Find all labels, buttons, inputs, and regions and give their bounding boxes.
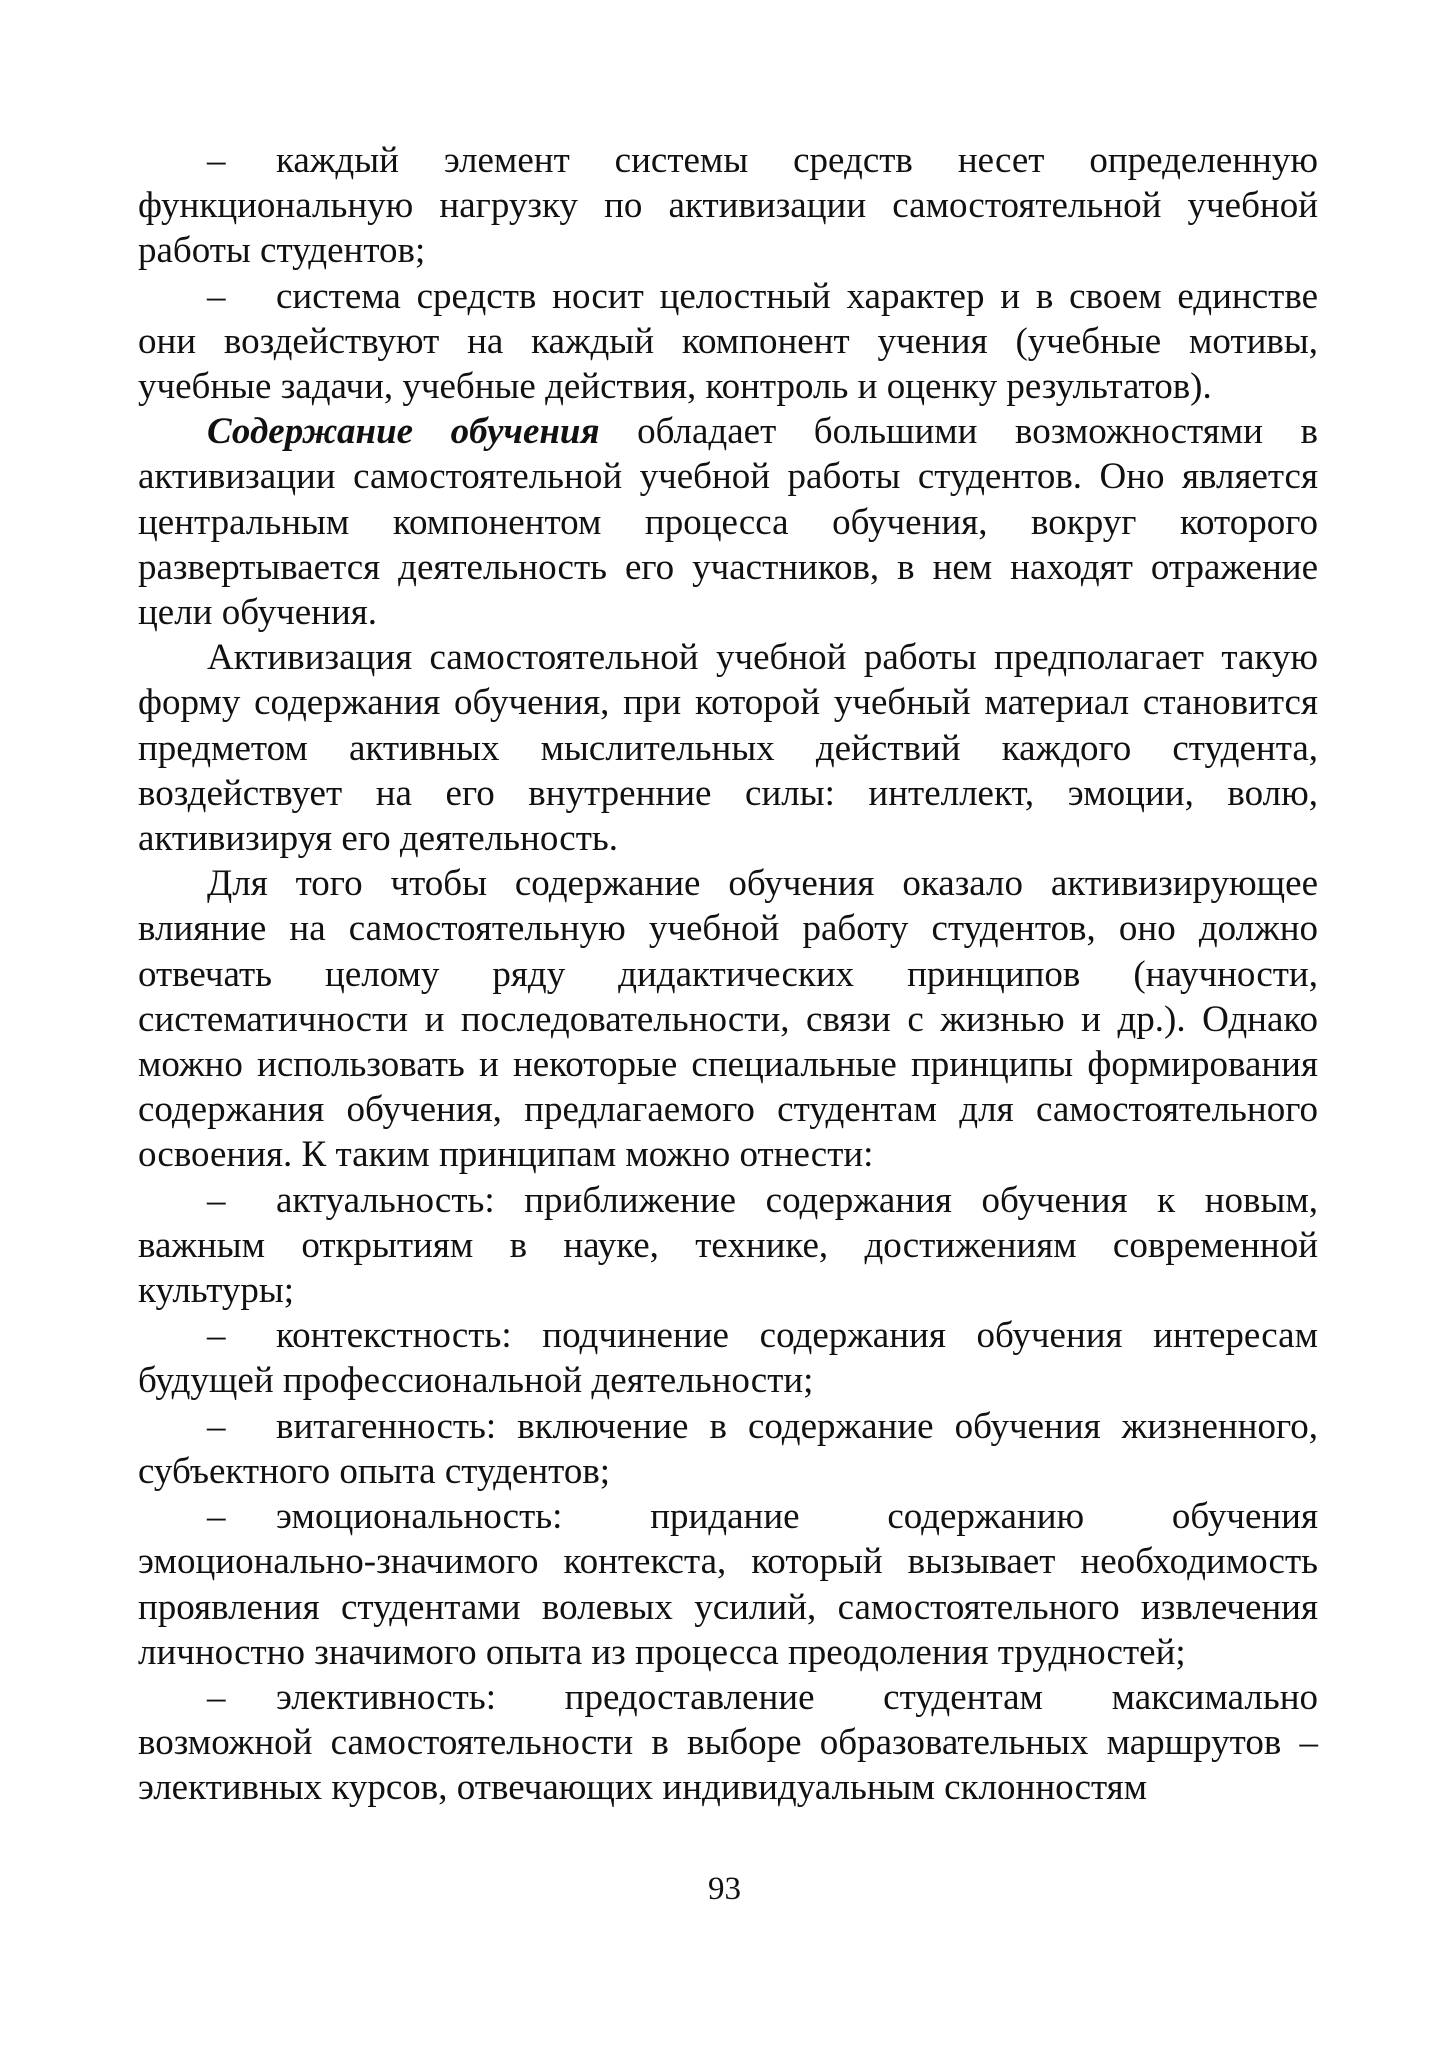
bullet-text: каждый элемент системы средств несет определенную функциональную нагрузку по активизации самостоятельной учебной работы студентов; (138, 140, 1318, 272)
dash-marker: – (207, 1405, 226, 1447)
bullet-item-electivity (138, 1675, 1318, 1811)
page-number: 93 (708, 1871, 741, 1907)
bullet-item-vitagenicity (138, 1404, 1318, 1494)
paragraph-text: Для того чтобы содержание обучения оказало активизирующее влияние на самостоятельную учебной работу студентов, оно должно отвечать целому ряду дидактических принципов (научности, систематичности и последовательности, связи с жизнью и др.). Однако можно использовать и некоторые специальные принципы формирования содержания обучения, предлагаемого студентам для самостоятельного освоения. К таким принципам можно отнести: (138, 863, 1318, 1176)
paragraph-principles-intro (138, 861, 1318, 1177)
dash-marker: – (207, 140, 226, 181)
paragraph-activization (138, 635, 1318, 861)
bullet-item-relevance (138, 1178, 1318, 1314)
bullet-text: эмоциональность: придание содержанию обучения эмоционально-значимого контекста, который вызывает необходимость проявления студентами волевых усилий, самостоятельного извлечения личностно значимого опыта из процесса преодоления трудностей; (138, 1496, 1318, 1673)
paragraph-text: Активизация самостоятельной учебной работы предполагает такую форму содержания обучения, при которой учебный материал становится предметом активных мыслительных действий каждого студента, воздействует на его внутренние силы: интеллект, эмоции, волю, активизируя его деятельность. (138, 637, 1318, 860)
dash-marker: – (207, 1315, 226, 1357)
bullet-item-2 (138, 274, 1318, 410)
bullet-text: контекстность: подчинение содержания обучения интересам будущей профессиональной деятельности; (138, 1315, 1318, 1402)
bullet-item-contextuality (138, 1313, 1318, 1403)
paragraph-text: обладает большими возможностями в активизации самостоятельной учебной работы студентов. Оно является центральным компонентом процесса обучения, вокруг которого развертывается деятельность его участников, в нем находят отражение цели обучения. (138, 411, 1318, 634)
bullet-text: элективность: предоставление студентам максимально возможной самостоятельности в выборе образовательных маршрутов – элективных курсов, отвечающих индивидуальным склонностям (138, 1676, 1318, 1809)
bullet-text: актуальность: приближение содержания обучения к новым, важным открытиям в науке, технике, достижениям современной культуры; (138, 1179, 1318, 1312)
dash-marker: – (207, 275, 226, 317)
paragraph-content-of-learning (138, 409, 1318, 635)
emphasized-term: Содержание обучения (207, 411, 600, 453)
bullet-item-emotionality (138, 1494, 1318, 1675)
dash-marker: – (207, 1496, 226, 1538)
dash-marker: – (207, 1179, 226, 1221)
dash-marker: – (207, 1676, 226, 1718)
document-page (138, 138, 1318, 1811)
bullet-text: витагенность: включение в содержание обучения жизненного, субъектного опыта студентов; (138, 1405, 1318, 1492)
bullet-item-1 (138, 138, 1318, 274)
bullet-text: система средств носит целостный характер и в своем единстве они воздействуют на каждый компонент учения (учебные мотивы, учебные задачи, учебные действия, контроль и оценку результатов). (138, 275, 1318, 408)
